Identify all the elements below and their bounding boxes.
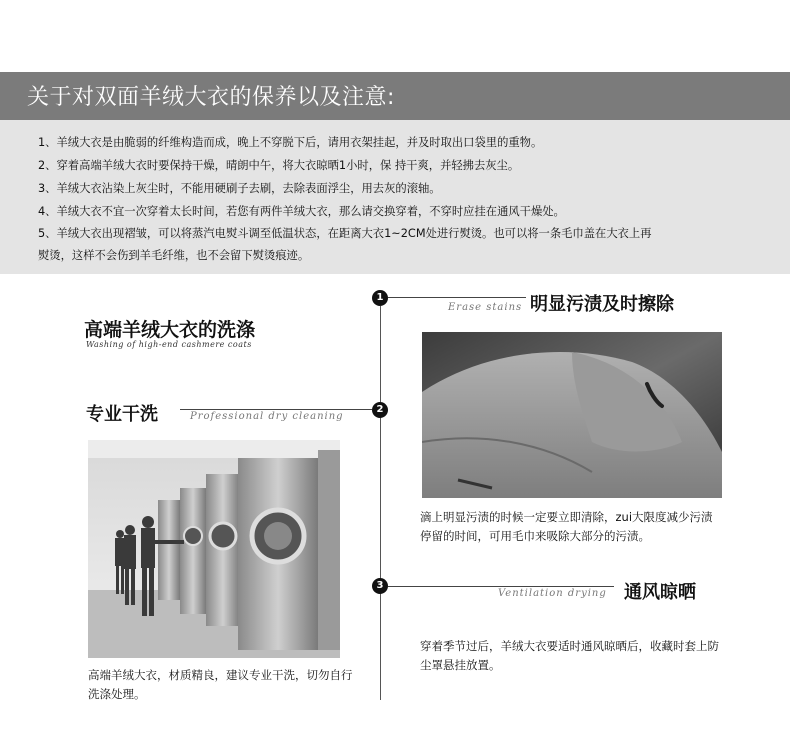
note-1: 1、羊绒大衣是由脆弱的纤维构造而成，晚上不穿脱下后，请用衣架挂起，并及时取出口袋里的重物。 [38, 136, 543, 149]
washing-subtitle: Washing of high-end cashmere coats [86, 340, 252, 349]
timeline-line [380, 306, 381, 700]
coat-closeup-photo [422, 332, 722, 498]
section2-rule [180, 409, 372, 410]
ventilation-title: 通风晾晒 [624, 582, 696, 603]
washing-title: 高端羊绒大衣的洗涤 [84, 319, 256, 341]
section3-rule [388, 586, 614, 587]
banner-title: 关于对双面羊绒大衣的保养以及注意: [27, 85, 395, 110]
ventilation-subtitle: Ventilation drying [498, 588, 607, 599]
step-marker-1: 1 [372, 290, 388, 306]
erase-stains-subtitle: Erase stains [448, 302, 523, 313]
laundry-machines-photo [88, 440, 340, 658]
section1-rule [388, 297, 526, 298]
note-5: 5、羊绒大衣出现褶皱，可以将蒸汽电熨斗调至低温状态，在距离大衣1~2CM处进行熨烫。也可以将一条毛巾盖在大衣上再 [38, 227, 652, 240]
dry-cleaning-caption: 高端羊绒大衣，材质精良，建议专业干洗，切勿自行洗涤处理。 [88, 668, 353, 701]
note-3: 3、羊绒大衣沾染上灰尘时，不能用硬刷子去刷，去除表面浮尘，用去灰的滚轴。 [38, 182, 441, 195]
dry-cleaning-subtitle: Professional dry cleaning [190, 411, 344, 422]
note-4: 4、羊绒大衣不宜一次穿着太长时间，若您有两件羊绒大衣，那么请交换穿着，不穿时应挂在通风干燥处。 [38, 205, 565, 218]
step-marker-2: 2 [372, 402, 388, 418]
note-2: 2、穿着高端羊绒大衣时要保持干燥，晴朗中午，将大衣晾晒1小时，保 持干爽，并轻拂去灰尘。 [38, 159, 520, 172]
step-marker-3: 3 [372, 578, 388, 594]
care-notes [0, 120, 790, 274]
erase-stains-title: 明显污渍及时擦除 [530, 294, 674, 315]
dry-cleaning-title: 专业干洗 [86, 404, 158, 425]
note-5-cont: 熨烫，这样不会伤到羊毛纤维，也不会留下熨烫痕迹。 [38, 249, 310, 262]
erase-stains-caption: 滴上明显污渍的时候一定要立即清除，zui大限度减少污渍停留的时间，可用毛巾来吸除大部分的污渍。 [420, 510, 713, 543]
ventilation-caption: 穿着季节过后，羊绒大衣要适时通风晾晒后，收藏时套上防尘罩悬挂放置。 [420, 639, 719, 672]
care-banner [0, 72, 790, 120]
